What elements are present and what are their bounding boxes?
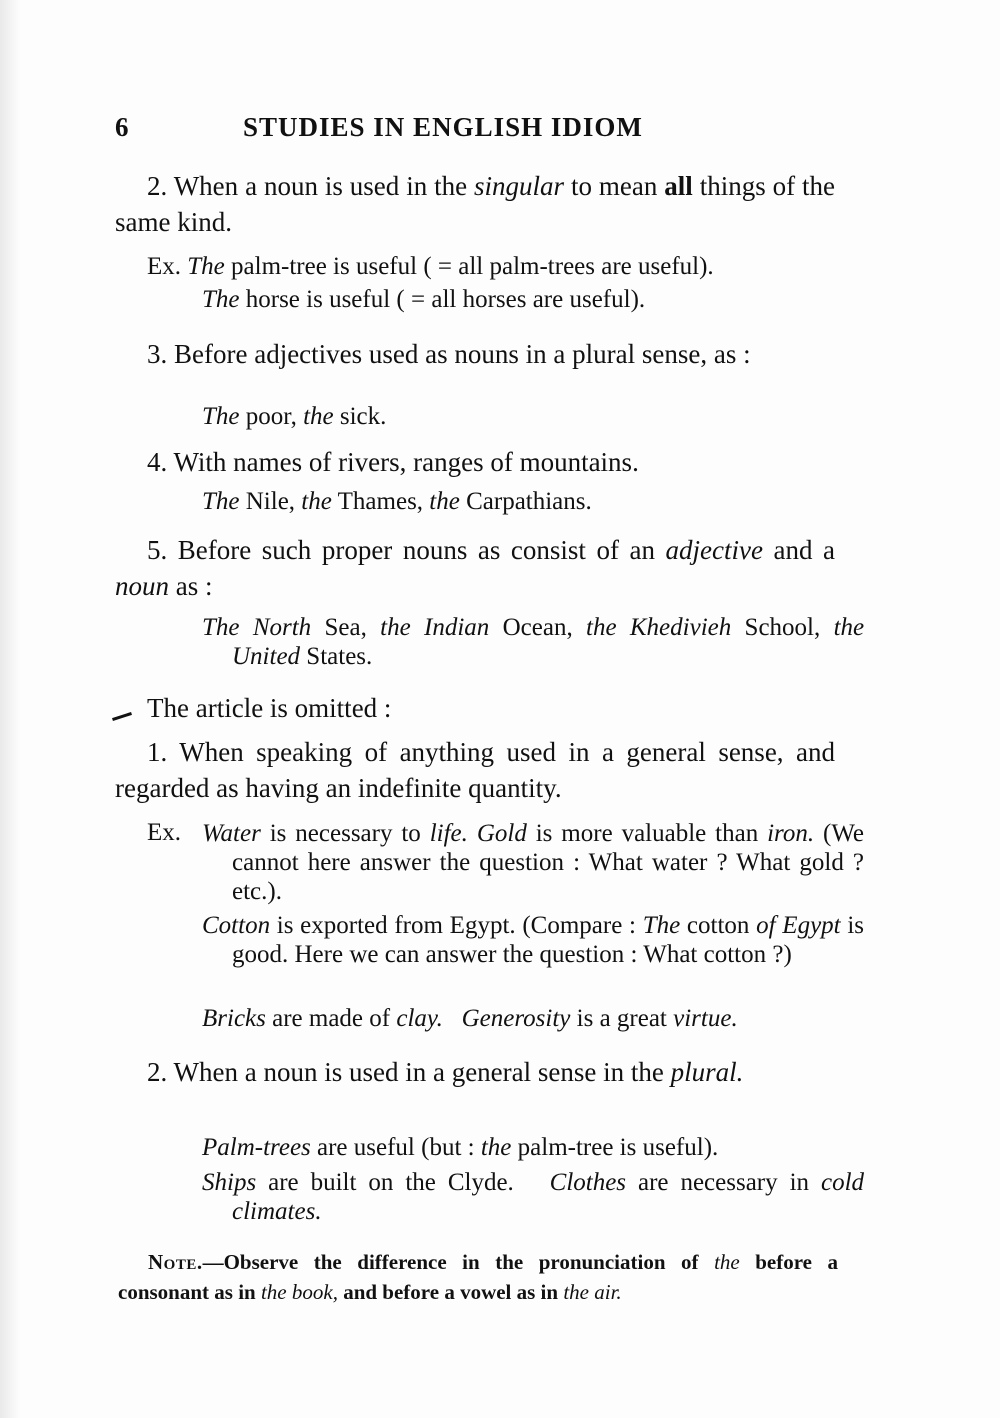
rule-number: 3.	[147, 339, 168, 369]
running-title: STUDIES IN ENGLISH IDIOM	[243, 112, 643, 142]
omit-rule-2-paragraph: 2. When a noun is used in a general sense in the plural.	[147, 1057, 744, 1087]
example-line: Water is necessary to life. Gold is more valuable than iron. (We cannot here answer the question : What water ? What gold ? etc.).	[202, 820, 865, 905]
example-line: The horse is useful ( = all horses are useful).	[202, 286, 646, 313]
rule-number: 5.	[147, 535, 168, 565]
rule-4-paragraph: 4. With names of rivers, ranges of mountains.	[147, 447, 639, 477]
omit-rule-2	[115, 1054, 835, 1090]
example-label: Ex.	[147, 253, 182, 280]
example-line: The North Sea, the Indian Ocean, the Khedivieh School, the United States.	[202, 614, 865, 670]
scan-edge-shadow	[0, 0, 20, 1418]
footnote: Note.—Observe the difference in the pronunciation of the before a consonant as in the book, and before a vowel as in the air.	[118, 1250, 839, 1304]
example-label: Ex.	[147, 819, 182, 846]
example-line: Bricks are made of clay. Generosity is a great virtue.	[202, 1005, 738, 1032]
margin-pencil-mark	[112, 712, 132, 721]
example-line: Cotton is exported from Egypt. (Compare : The cotton of Egypt is good. Here we can answer the question : What cotton ?)	[202, 912, 865, 968]
omit-rule-1	[115, 734, 835, 806]
rule-number: 1.	[147, 737, 168, 767]
section-heading: The article is omitted :	[147, 693, 392, 723]
rule-3-paragraph: 3. Before adjectives used as nouns in a plural sense, as :	[147, 339, 751, 369]
rule-2-singular	[115, 168, 835, 240]
rule-4-rivers	[115, 444, 835, 480]
rule-number: 2.	[147, 1057, 168, 1087]
example-line: The poor, the sick.	[202, 403, 387, 430]
example-line: Palm-trees are useful (but : the palm-tree is useful).	[202, 1134, 719, 1161]
omit-rule-1-paragraph: 1. When speaking of anything used in a general sense, and regarded as having an indefinite quantity.	[115, 737, 835, 803]
page-number: 6	[115, 112, 129, 142]
emphasis: singular	[474, 171, 565, 201]
example-line: Ex. The palm-tree is useful ( = all palm-trees are useful).	[147, 253, 714, 280]
page-header	[115, 112, 830, 152]
rule-5-proper-nouns	[115, 532, 835, 604]
rule-2-paragraph: 2. When a noun is used in the singular to mean all things of the same kind.	[115, 171, 836, 237]
rule-5-paragraph: 5. Before such proper nouns as consist of an adjective and a noun as :	[115, 535, 836, 601]
rule-3-adjectives	[115, 336, 835, 372]
example-line: Ships are built on the Clyde. Clothes are necessary in cold climates.	[202, 1169, 865, 1225]
note-label: Note.	[148, 1250, 203, 1274]
rule-number: 2.	[147, 171, 168, 201]
example-line: The Nile, the Thames, the Carpathians.	[202, 488, 592, 515]
rule-number: 4.	[147, 447, 168, 477]
